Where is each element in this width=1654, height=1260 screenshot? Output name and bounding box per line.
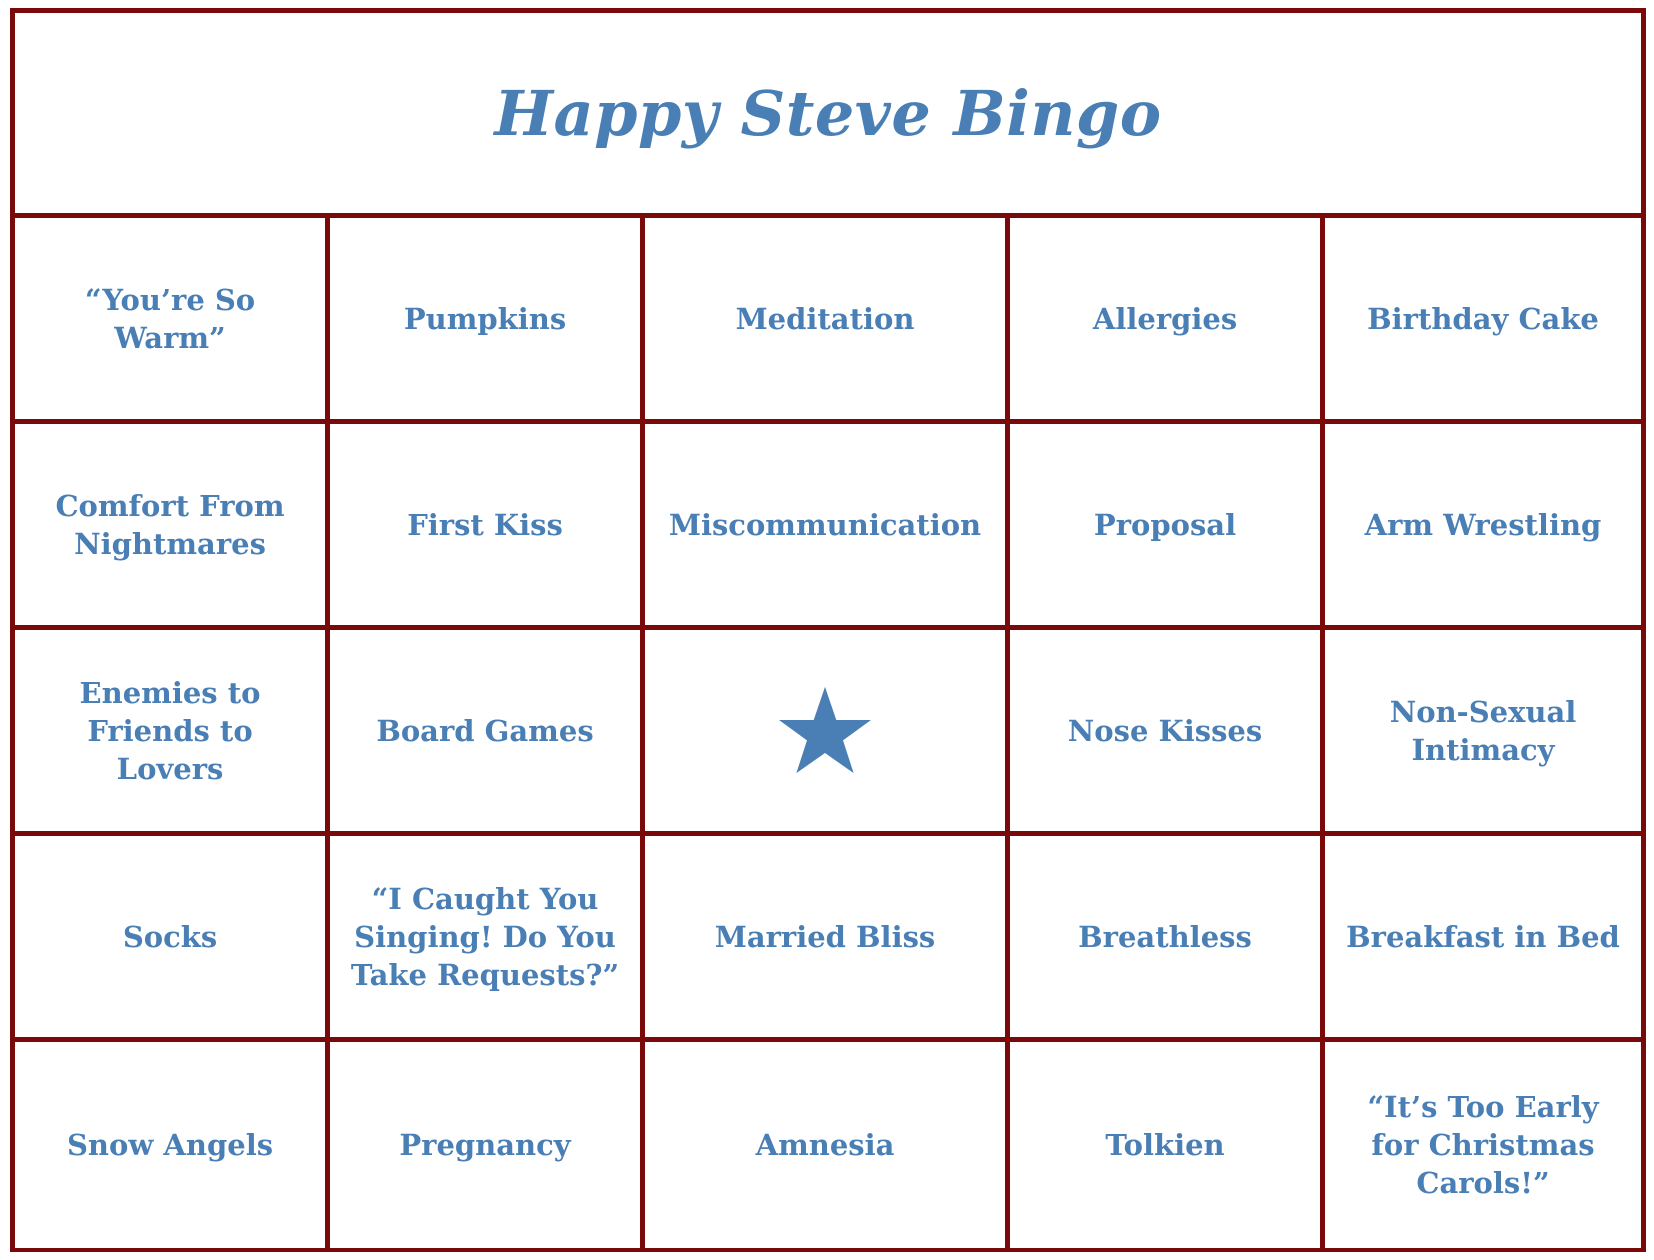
page-title: Happy Steve Bingo bbox=[494, 76, 1162, 150]
bingo-cell[interactable]: Snow Angels bbox=[15, 1042, 325, 1248]
bingo-cell[interactable]: “I Caught You Singing! Do You Take Requests?” bbox=[330, 836, 640, 1037]
bingo-cell[interactable]: Allergies bbox=[1010, 218, 1320, 419]
bingo-cell[interactable]: “It’s Too Early for Christmas Carols!” bbox=[1325, 1042, 1641, 1248]
bingo-cell[interactable]: First Kiss bbox=[330, 424, 640, 625]
free-space-cell[interactable] bbox=[645, 630, 1005, 831]
bingo-cell[interactable]: Married Bliss bbox=[645, 836, 1005, 1037]
bingo-cell[interactable]: Birthday Cake bbox=[1325, 218, 1641, 419]
bingo-cell[interactable]: Breathless bbox=[1010, 836, 1320, 1037]
bingo-cell[interactable]: Comfort From Nightmares bbox=[15, 424, 325, 625]
star-icon-svg bbox=[777, 685, 873, 777]
bingo-cell[interactable]: Breakfast in Bed bbox=[1325, 836, 1641, 1037]
bingo-cell[interactable]: Nose Kisses bbox=[1010, 630, 1320, 831]
bingo-cell[interactable]: Socks bbox=[15, 836, 325, 1037]
bingo-cell[interactable]: Miscommunication bbox=[645, 424, 1005, 625]
bingo-board bbox=[10, 8, 1646, 1252]
bingo-cell[interactable]: Amnesia bbox=[645, 1042, 1005, 1248]
bingo-cell[interactable]: “You’re So Warm” bbox=[15, 218, 325, 419]
bingo-cell[interactable]: Pregnancy bbox=[330, 1042, 640, 1248]
title-cell bbox=[15, 13, 1641, 213]
star-icon bbox=[777, 685, 873, 777]
bingo-cell[interactable]: Pumpkins bbox=[330, 218, 640, 419]
bingo-cell[interactable]: Arm Wrestling bbox=[1325, 424, 1641, 625]
bingo-cell[interactable]: Board Games bbox=[330, 630, 640, 831]
bingo-cell[interactable]: Meditation bbox=[645, 218, 1005, 419]
bingo-cell[interactable]: Tolkien bbox=[1010, 1042, 1320, 1248]
bingo-cell[interactable]: Proposal bbox=[1010, 424, 1320, 625]
bingo-cell[interactable]: Non-Sexual Intimacy bbox=[1325, 630, 1641, 831]
bingo-cell[interactable]: Enemies to Friends to Lovers bbox=[15, 630, 325, 831]
